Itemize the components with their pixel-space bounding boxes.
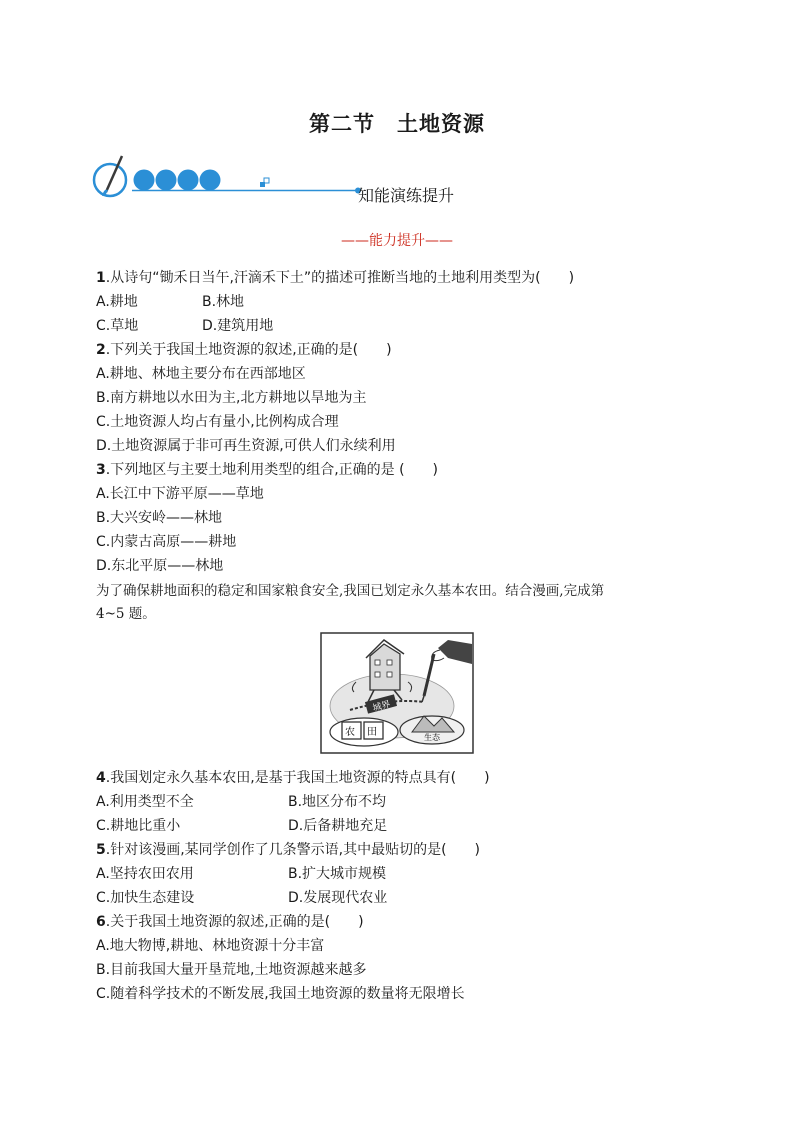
page-title: 第二节 土地资源	[309, 112, 485, 136]
options-row	[96, 790, 706, 814]
border-label: 城界	[371, 699, 392, 715]
options-row	[96, 290, 706, 314]
intro-line: 为了确保耕地面积的稳定和国家粮食安全,我国已划定永久基本农田。结合漫画,完成第	[96, 583, 605, 599]
question-5-stem	[96, 838, 706, 862]
option-c: C.耕地比重小	[96, 818, 181, 834]
brush-icon	[94, 156, 126, 196]
question-number: 6	[96, 914, 106, 930]
option-a: A.利用类型不全	[96, 794, 194, 810]
question-2-stem	[96, 338, 706, 362]
banner-dot	[156, 170, 177, 191]
options-row	[96, 886, 706, 910]
options-row	[96, 314, 706, 338]
cartoon-illustration	[320, 632, 474, 754]
question-number: 2	[96, 342, 106, 358]
question-4-stem	[96, 766, 706, 790]
option-b: B.目前我国大量开垦荒地,土地资源越来越多	[96, 962, 367, 978]
question-text: .从诗句“锄禾日当午,汗滴禾下土”的描述可推断当地的土地利用类型为( )	[105, 270, 575, 286]
option-a: A.地大物博,耕地、林地资源十分丰富	[96, 938, 325, 954]
option-d: D.东北平原——林地	[96, 558, 224, 574]
option-a: A.坚持农田农用	[96, 866, 194, 882]
option-c: C.草地	[96, 318, 139, 334]
question-1-stem	[96, 266, 706, 290]
question-text: .关于我国土地资源的叙述,正确的是( )	[105, 914, 364, 930]
question-number: 1	[96, 270, 106, 286]
option-b: B.林地	[202, 294, 245, 310]
option-b: B.扩大城市规模	[288, 866, 387, 882]
option-d: D.后备耕地充足	[288, 818, 388, 834]
question-list	[96, 266, 706, 1006]
question-number: 5	[96, 842, 106, 858]
option-c: C.内蒙古高原——耕地	[96, 534, 237, 550]
farmland-plate	[330, 718, 398, 746]
farmland-label: 农	[345, 727, 355, 738]
option-c: C.土地资源人均占有量小,比例构成合理	[96, 414, 339, 430]
ecology-label: 生态	[424, 733, 440, 742]
question-number: 3	[96, 462, 106, 478]
ecology-plate	[400, 716, 464, 744]
option-c: C.随着科学技术的不断发展,我国土地资源的数量将无限增长	[96, 986, 465, 1002]
question-number: 4	[96, 770, 106, 786]
banner-dot	[134, 170, 155, 191]
option-a: A.耕地	[96, 294, 138, 310]
option-b: B.大兴安岭——林地	[96, 510, 223, 526]
intro-line: 4~5 题。	[96, 606, 156, 622]
option-a: A.耕地、林地主要分布在西部地区	[96, 366, 306, 382]
banner-dot	[200, 170, 221, 191]
question-text: .下列关于我国土地资源的叙述,正确的是( )	[105, 342, 392, 358]
banner-dot	[178, 170, 199, 191]
option-a: A.长江中下游平原——草地	[96, 486, 264, 502]
options-row	[96, 862, 706, 886]
cartoon-figure	[96, 632, 706, 760]
question-text: .下列地区与主要土地利用类型的组合,正确的是 ( )	[105, 462, 439, 478]
question-text: .我国划定永久基本农田,是基于我国土地资源的特点具有( )	[105, 770, 490, 786]
option-d: D.土地资源属于非可再生资源,可供人们永续利用	[96, 438, 396, 454]
cartoon-intro	[96, 580, 706, 626]
options-row	[96, 814, 706, 838]
banner-title: 知能演练提升	[358, 186, 455, 205]
option-b: B.南方耕地以水田为主,北方耕地以旱地为主	[96, 390, 367, 406]
question-6-stem	[96, 910, 706, 934]
option-b: B.地区分布不均	[288, 794, 387, 810]
section-subtitle: ——能力提升——	[341, 233, 453, 249]
option-d: D.发展现代农业	[288, 890, 388, 906]
farmland-label: 田	[367, 727, 377, 738]
question-text: .针对该漫画,某同学创作了几条警示语,其中最贴切的是( )	[105, 842, 481, 858]
option-c: C.加快生态建设	[96, 890, 195, 906]
option-d: D.建筑用地	[202, 318, 274, 334]
question-3-stem	[96, 458, 706, 482]
